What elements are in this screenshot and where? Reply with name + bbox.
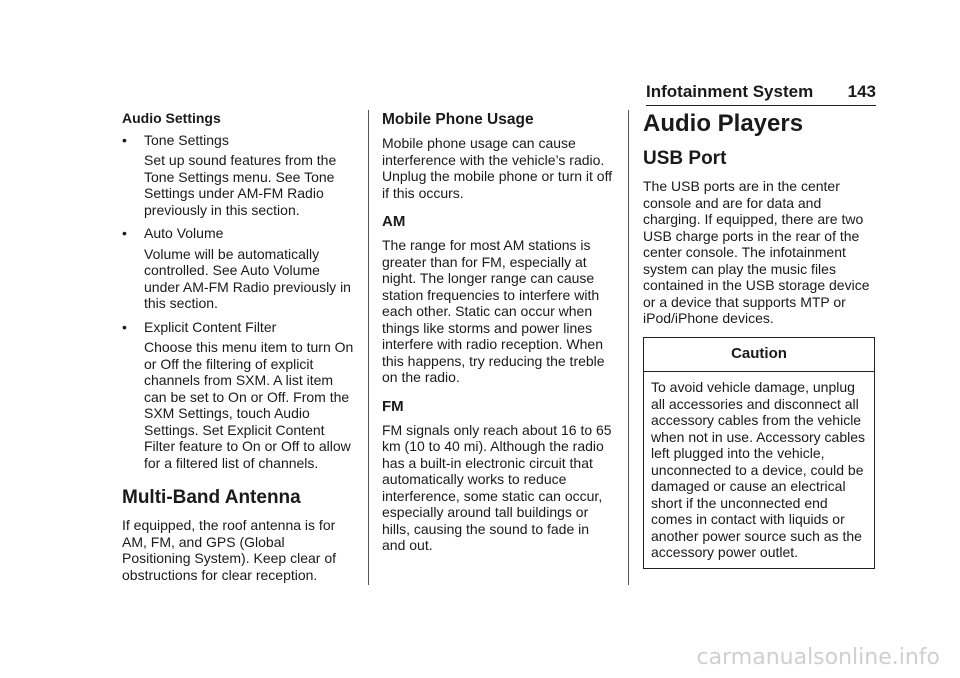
column-middle	[382, 110, 614, 561]
column-divider	[628, 110, 629, 585]
column-left	[122, 110, 354, 590]
usb-text: The USB ports are in the center console and are for data and charging. If equipped, there are two USB charge ports in the rear of the center console. The infotainment system can play the music files contained in the USB storage device or a device that supports MTP or iPod/iPhone devices.	[643, 178, 870, 326]
bullet: •	[122, 318, 127, 335]
list-item-label: Tone Settings	[144, 131, 229, 148]
fm-heading: FM	[382, 397, 404, 415]
caution-box	[643, 337, 875, 569]
header-rule	[646, 105, 876, 106]
mobile-heading: Mobile Phone Usage	[382, 111, 534, 128]
column-divider	[368, 110, 369, 585]
list-item-body: Choose this menu item to turn On or Off the filtering of explicit channels from SXM. A list item can be set to On or Off. From the SXM Settings, touch Audio Settings. Set Explicit Content Filter feature to On or Off to allow for a filtered list of channels.	[144, 339, 354, 471]
audio-settings-heading: Audio Settings	[122, 110, 221, 126]
list-item-body: Volume will be automatically controlled. See Auto Volume under AM-FM Radio previously in this section.	[144, 245, 351, 311]
caution-text: To avoid vehicle damage, unplug all accessories and disconnect all accessory cables from the vehicle when not in use. Accessory cables left plugged into the vehicle, unconnected to a device, could be damaged or cause an electrical short if the unconnected end comes in contact with liquids or another power source such as the accessory power outlet.	[651, 379, 866, 560]
list-item	[122, 132, 354, 149]
page-header	[646, 82, 876, 106]
list-item	[122, 225, 354, 242]
mobile-text: Mobile phone usage can cause interference with the vehicle’s radio. Unplug the mobile phone or turn it off if this occurs.	[382, 135, 613, 201]
list-item	[122, 319, 354, 336]
antenna-text: If equipped, the roof antenna is for AM, FM, and GPS (Global Positioning System). Keep clear of obstructions for clear reception.	[122, 517, 336, 583]
watermark: carmanualsonline.info	[696, 645, 940, 670]
fm-text: FM signals only reach about 16 to 65 km (10 to 40 mi). Although the radio has a built-in electronic circuit that automatically works to reduce interference, some static can occur, especially around tall buildings or hills, causing the sound to fade in and out.	[382, 421, 612, 553]
list-item-body: Set up sound features from the Tone Settings menu. See Tone Settings under AM-FM Radio previously in this section.	[144, 152, 337, 218]
am-heading: AM	[382, 213, 406, 230]
header-title: Infotainment System	[646, 82, 814, 101]
bullet: •	[122, 131, 127, 148]
am-text: The range for most AM stations is greater than for FM, especially at night. The longer range can cause station frequencies to interfere with each other. Static can occur when things like storms and power lines interfere with radio reception. When this happens, try reducing the treble on the radio.	[382, 237, 605, 385]
section-heading: Audio Players	[643, 110, 804, 137]
caution-title: Caution	[644, 338, 874, 373]
antenna-heading: Multi-Band Antenna	[122, 487, 301, 508]
bullet: •	[122, 225, 127, 241]
usb-heading: USB Port	[643, 148, 727, 169]
page-number: 143	[847, 82, 876, 101]
list-item-label: Auto Volume	[144, 225, 224, 241]
column-right	[643, 110, 875, 569]
list-item-label: Explicit Content Filter	[144, 318, 277, 335]
